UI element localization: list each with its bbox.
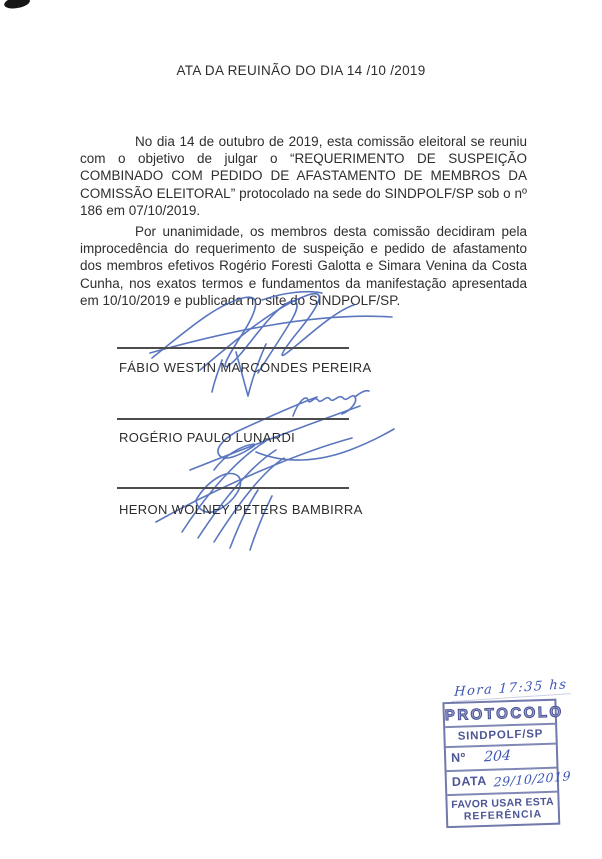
protocol-stamp-area (442, 677, 587, 828)
stamp-title: PROTOCOLO (444, 703, 564, 725)
stamp-footer (447, 791, 558, 826)
stamp-date-row (447, 767, 572, 794)
document-body (80, 133, 527, 309)
stamp-handwritten-time: Hora 17:35 hs (452, 677, 572, 702)
scan-artifact (3, 0, 30, 10)
signatory-name-1: FÁBIO WESTIN MARCONDES PEREIRA (119, 360, 372, 375)
signature-line-3 (117, 487, 349, 489)
stamp-org-name: SINDPOLF/SP (445, 723, 556, 746)
paragraph-1: No dia 14 de outubro de 2019, esta comissão eleitoral se reuniu com o objetivo de julgar o “REQUERIMENTO DE SUSPEIÇÃO COMBINADO COM PEDIDO DE AFASTAMENTO DE MEMBROS DA COMISSÃO ELEITORAL” protocolado na sede do SINDPOLF/SP sob o nº 186 em 07/10/2019. (80, 134, 527, 218)
paragraph-2: Por unanimidade, os membros desta comissão decidiram pela improcedência do requerimento de suspeição e pedido de afastamento dos membros efetivos Rogério Foresti Galotta e Simara Venina da Costa Cunha, nos exatos termos e fundamentos da manifestação apresentada em 10/10/2019 e publicada no site do SINDPOLF/SP. (80, 224, 527, 308)
signatory-name-3: HERON WOLNEY PETERS BAMBIRRA (119, 502, 363, 517)
stamp-number-row (446, 743, 557, 770)
stamp-footer-line1: FAVOR USAR ESTA (451, 795, 555, 811)
signature-line-2 (117, 418, 349, 420)
stamp-number-value: 204 (483, 747, 512, 766)
stamp-footer-line2: REFERÊNCIA (463, 808, 543, 823)
signature-line-1 (117, 347, 349, 349)
document-title: ATA DA REUINÃO DO DIA 14 /10 /2019 (176, 63, 426, 78)
stamp-date-value: 29/10/2019 (493, 768, 572, 790)
signature-scribble-3 (156, 438, 352, 550)
stamp-date-label: DATA (451, 773, 487, 789)
protocol-stamp (442, 699, 572, 829)
signatory-name-2: ROGÉRIO PAULO LUNARDI (119, 430, 296, 445)
stamp-number-label: Nº (450, 750, 466, 765)
